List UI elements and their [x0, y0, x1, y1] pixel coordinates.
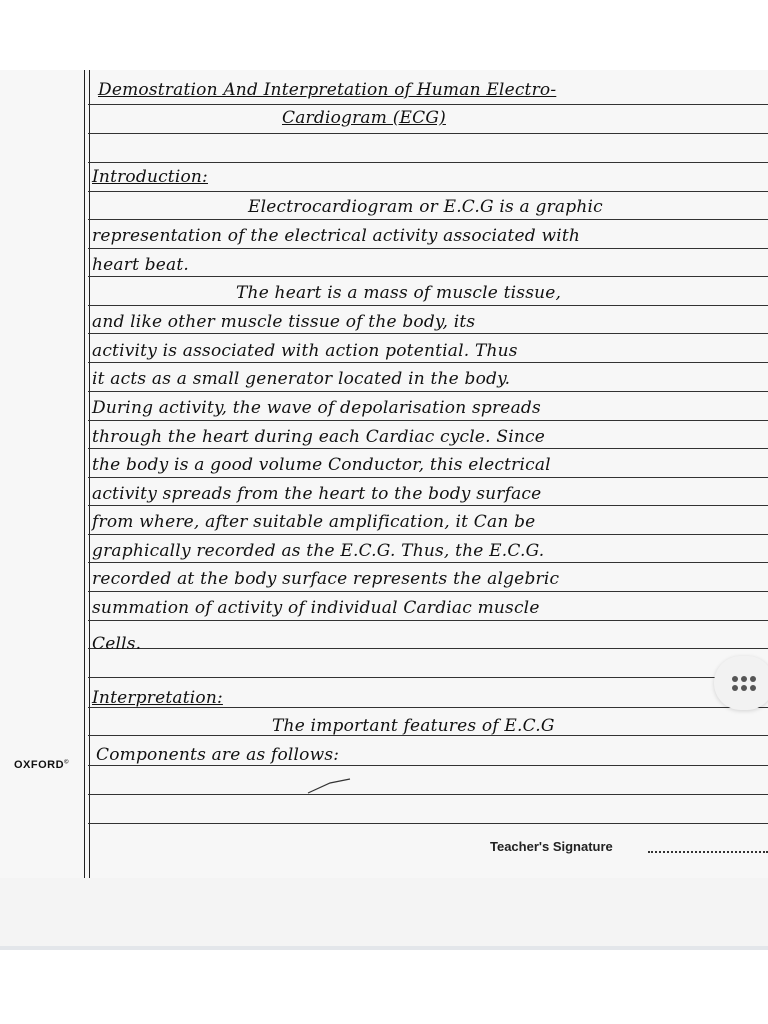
ruled-line: [88, 333, 768, 334]
ruled-line: [88, 620, 768, 621]
ruled-line: [88, 305, 768, 306]
text-line: activity spreads from the heart to the body surface: [92, 484, 542, 504]
title-line-2: Cardiogram (ECG): [282, 108, 446, 128]
ruled-line: [88, 104, 768, 105]
text-line: representation of the electrical activity associated with: [92, 226, 581, 246]
ruled-line: [88, 505, 768, 506]
title-line-1: Demostration And Interpretation of Human Electro-: [98, 80, 557, 100]
text-line: activity is associated with action potential. Thus: [92, 341, 518, 361]
text-line: Cells.: [92, 634, 142, 654]
ruled-line: [88, 191, 768, 192]
ruled-line: [88, 591, 768, 592]
ruled-line: [88, 448, 768, 449]
signature-dotted-line: [648, 850, 768, 853]
page-bottom-area: [0, 878, 768, 948]
text-line: Components are as follows:: [96, 745, 340, 765]
grid-dots-icon: [732, 676, 756, 691]
text-line: it acts as a small generator located in the body.: [92, 369, 511, 389]
ruled-line: [88, 391, 768, 392]
ruled-line: [88, 276, 768, 277]
text-line: through the heart during each Cardiac cycle. Since: [92, 427, 545, 447]
text-line: the body is a good volume Conductor, this electrical: [92, 455, 551, 475]
text-line: heart beat.: [92, 255, 190, 275]
text-line: recorded at the body surface represents the algebric: [92, 569, 560, 589]
ruled-line: [88, 133, 768, 134]
ruled-line: [88, 794, 768, 795]
text-line: The important features of E.C.G: [272, 716, 555, 736]
ruled-line: [88, 534, 768, 535]
interpretation-heading: Interpretation:: [92, 688, 223, 708]
text-line: graphically recorded as the E.C.G. Thus, the E.C.G.: [92, 541, 545, 561]
text-line: and like other muscle tissue of the body, its: [92, 312, 476, 332]
ruled-line: [88, 420, 768, 421]
ruled-line: [88, 219, 768, 220]
teacher-signature-label: Teacher's Signature: [490, 839, 613, 854]
ruled-line: [88, 823, 768, 824]
intro-heading: Introduction:: [92, 167, 208, 187]
text-line: from where, after suitable amplification, it Can be: [92, 512, 536, 532]
ruled-line: [88, 477, 768, 478]
text-line: summation of activity of individual Cardiac muscle: [92, 598, 540, 618]
margin-line-left: [84, 70, 85, 878]
ruled-line: [88, 677, 768, 678]
text-line: During activity, the wave of depolarisation spreads: [92, 398, 541, 418]
ruled-line: [88, 562, 768, 563]
viewer-bottom-edge: [0, 946, 768, 950]
floating-menu-button[interactable]: [714, 656, 768, 710]
ruled-line: [88, 248, 768, 249]
text-line: The heart is a mass of muscle tissue,: [236, 283, 562, 303]
oxford-logo: OXFORD©: [14, 759, 69, 771]
text-line: Electrocardiogram or E.C.G is a graphic: [248, 197, 603, 217]
pen-stroke-mark: [300, 775, 360, 797]
ruled-line: [88, 162, 768, 163]
ruled-line: [88, 765, 768, 766]
ruled-line: [88, 362, 768, 363]
